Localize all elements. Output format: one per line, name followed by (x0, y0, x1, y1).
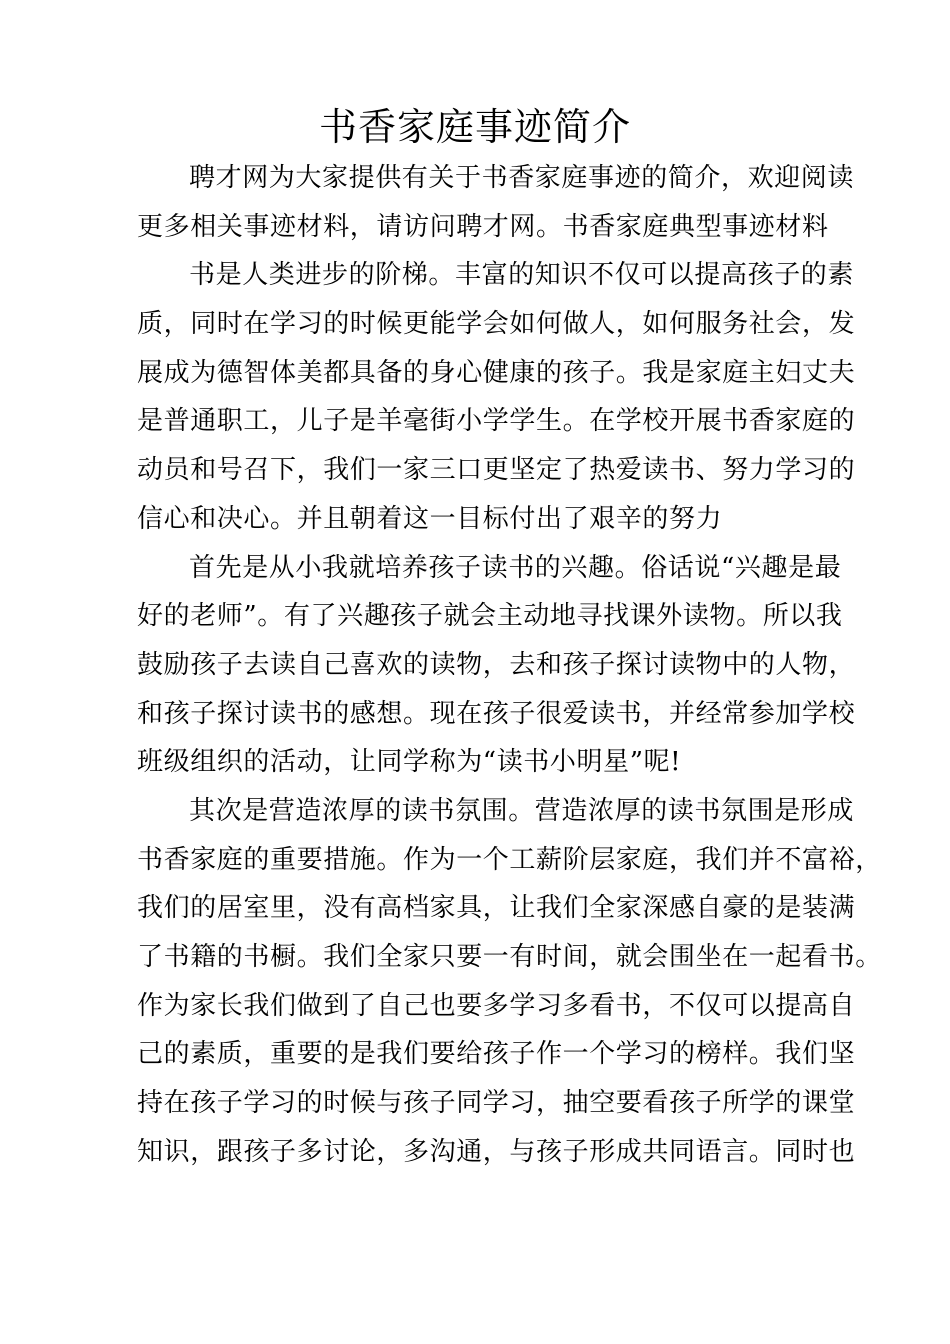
paragraph-line: 首先是从小我就培养孩子读书的兴趣。俗话说“兴趣是最 (189, 552, 842, 583)
paragraph-line: 作为家长我们做到了自己也要多学习多看书，不仅可以提高自 (137, 990, 856, 1021)
paragraph-line: 更多相关事迹材料，请访问聘才网。书香家庭典型事迹材料 (137, 211, 829, 242)
document-title: 书香家庭事迹简介 (318, 105, 631, 149)
paragraph-interest (137, 544, 856, 787)
paragraph-line: 是普通职工，儿子是羊毫街小学学生。在学校开展书香家庭的 (137, 406, 856, 437)
paragraph-line: 展成为德智体美都具备的身心健康的孩子。我是家庭主妇丈夫 (137, 357, 856, 388)
paragraph-line: 动员和号召下，我们一家三口更坚定了热爱读书、努力学习的 (137, 455, 856, 486)
paragraph-atmosphere (137, 787, 882, 1177)
paragraph-line: 我们的居室里，没有高档家具，让我们全家深感自豪的是装满 (137, 893, 856, 924)
paragraph-line: 持在孩子学习的时候与孩子同学习，抽空要看孩子所学的课堂 (137, 1088, 856, 1119)
paragraph-line: 质，同时在学习的时候更能学会如何做人，如何服务社会，发 (137, 309, 856, 340)
paragraph-books-ladder (137, 251, 856, 543)
paragraph-line: 己的素质，重要的是我们要给孩子作一个学习的榜样。我们坚 (137, 1039, 856, 1070)
paragraph-line: 信心和决心。并且朝着这一目标付出了艰辛的努力 (137, 503, 723, 534)
paragraph-line: 知识，跟孩子多讨论，多沟通，与孩子形成共同语言。同时也 (137, 1136, 856, 1167)
paragraph-line: 鼓励孩子去读自己喜欢的读物，去和孩子探讨读物中的人物， (137, 649, 856, 680)
paragraph-line: 聘才网为大家提供有关于书香家庭事迹的简介，欢迎阅读 (189, 163, 855, 193)
paragraph-line: 好的老师”。有了兴趣孩子就会主动地寻找课外读物。所以我 (137, 601, 843, 632)
paragraph-line: 书是人类进步的阶梯。丰富的知识不仅可以提高孩子的素 (189, 260, 855, 291)
document-body (137, 154, 882, 1176)
paragraph-line: 书香家庭的重要措施。作为一个工薪阶层家庭，我们并不富裕， (137, 844, 882, 875)
paragraph-intro (137, 154, 855, 251)
paragraph-line: 了书籍的书橱。我们全家只要一有时间，就会围坐在一起看书。 (137, 942, 882, 972)
paragraph-line: 和孩子探讨读书的感想。现在孩子很爱读书，并经常参加学校 (137, 698, 856, 729)
paragraph-line: 班级组织的活动，让同学称为“读书小明星”呢! (137, 747, 682, 778)
paragraph-line: 其次是营造浓厚的读书氛围。营造浓厚的读书氛围是形成 (189, 795, 855, 826)
